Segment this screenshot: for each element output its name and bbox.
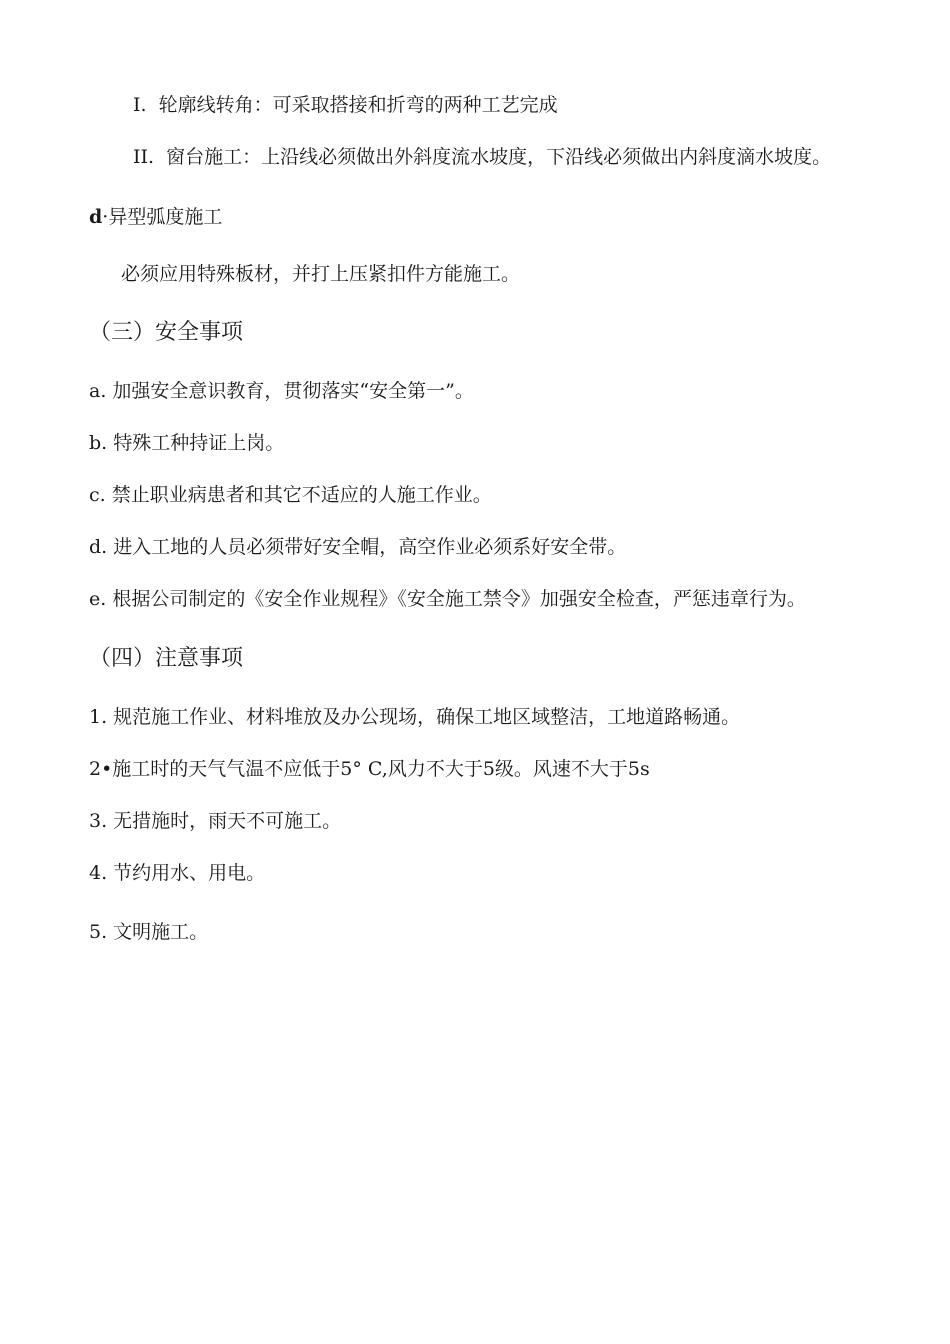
safety-item-d: d. 进入工地的人员必须带好安全帽，高空作业必须系好安全带。 <box>89 536 627 558</box>
safety-item-c: c. 禁止职业病患者和其它不适应的人施工作业。 <box>89 484 492 506</box>
section-d-body: 必须应用特殊板材，并打上压紧扣件方能施工。 <box>121 263 521 285</box>
note-item-3: 3. 无措施时，雨天不可施工。 <box>89 810 342 832</box>
section-four-heading: （四）注意事项 <box>89 646 244 671</box>
sub-item-2 <box>133 145 831 169</box>
sub-item-1-marker: I. <box>133 94 147 116</box>
note-item-2: 2•施工时的天气气温不应低于5° C,风力不大于5级。风速不大于5s <box>89 758 650 780</box>
section-three-heading: （三）安全事项 <box>89 320 244 345</box>
safety-item-e: e. 根据公司制定的《安全作业规程》《安全施工禁令》加强安全检查，严惩违章行为。 <box>89 588 806 610</box>
note-item-4: 4. 节约用水、用电。 <box>89 862 266 884</box>
section-d-title <box>89 205 222 229</box>
sub-item-1 <box>133 93 558 117</box>
section-d-marker: d <box>89 206 103 228</box>
sub-item-2-marker: II. <box>133 146 155 168</box>
sub-item-1-text: 轮廓线转角：可采取搭接和折弯的两种工艺完成 <box>158 94 558 116</box>
sub-item-2-text: 窗台施工：上沿线必须做出外斜度流水坡度，下沿线必须做出内斜度滴水坡度。 <box>166 146 832 168</box>
note-item-1: 1. 规范施工作业、材料堆放及办公现场，确保工地区域整洁，工地道路畅通。 <box>89 706 741 728</box>
note-item-5: 5. 文明施工。 <box>89 921 209 943</box>
safety-item-a: a. 加强安全意识教育，贯彻落实“安全第一”。 <box>89 380 474 402</box>
safety-item-b: b. 特殊工种持证上岗。 <box>89 432 285 454</box>
section-d-title-text: ·异型弧度施工 <box>102 206 223 228</box>
